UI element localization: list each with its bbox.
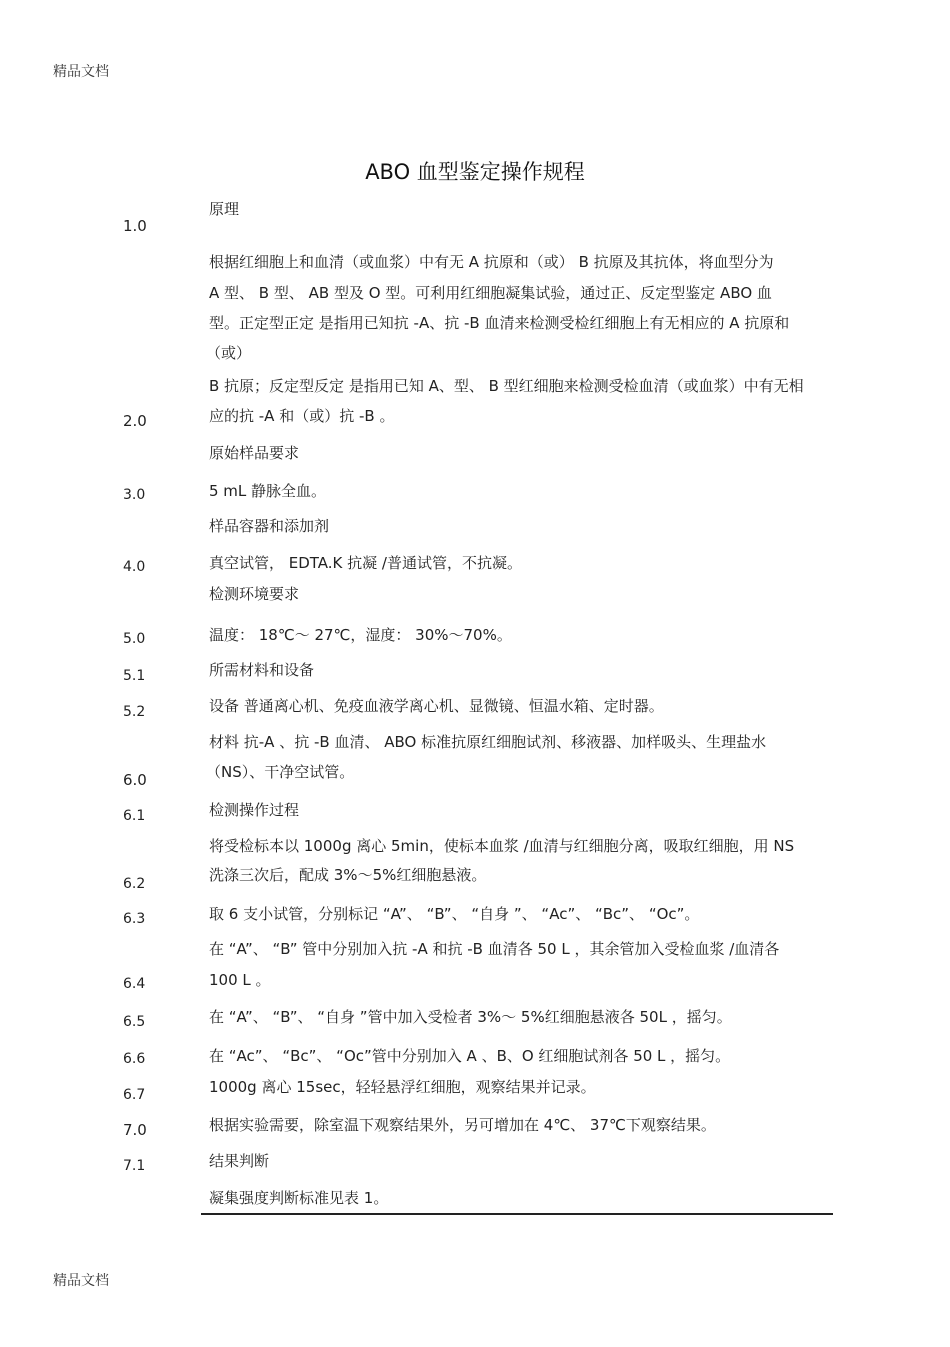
paragraph-line: 应的抗 -A 和（或）抗 -B 。 [209,407,395,425]
paragraph-line: 取 6 支小试管，分别标记 “A”、 “B”、 “自身 ”、 “Ac”、 “Bc”、 “Oc”。 [209,905,700,923]
horizontal-rule [201,1213,833,1215]
paragraph-line: 5 mL 静脉全血。 [209,482,327,500]
section-number: 2.0 [123,412,147,430]
section-heading-procedure: 检测操作过程 [209,801,300,819]
section-number: 6.4 [123,976,146,992]
section-number: 5.0 [123,631,146,647]
paragraph-line: 1000g 离心 15sec，轻轻悬浮红细胞，观察结果并记录。 [209,1078,596,1096]
paragraph-line: 凝集强度判断标准见表 1。 [209,1189,389,1207]
paragraph-line: 型。正定型正定 是指用已知抗 -A、抗 -B 血清来检测受检红细胞上有无相应的 A 抗原和 [209,314,790,332]
section-number: 5.1 [123,668,146,684]
section-number: 7.0 [123,1121,147,1139]
paragraph-line: 将受检标本以 1000g 离心 5min，使标本血浆 /血清与红细胞分离，吸取红细胞，用 NS [209,837,795,855]
paragraph-line: 根据实验需要，除室温下观察结果外，另可增加在 4℃、 37℃下观察结果。 [209,1116,716,1134]
paragraph-line: 在 “A”、 “B”、 “自身 ”管中加入受检者 3%～ 5%红细胞悬液各 50L ，摇匀。 [209,1008,732,1026]
paragraph-line: 温度： 18℃～ 27℃，湿度： 30%～70%。 [209,626,512,644]
section-number: 3.0 [123,487,146,503]
section-number: 5.2 [123,704,146,720]
paragraph-line: （或） [206,344,252,362]
section-number: 6.7 [123,1087,146,1103]
section-heading-materials: 所需材料和设备 [209,661,315,679]
paragraph-line: 在 “A”、 “B” 管中分别加入抗 -A 和抗 -B 血清各 50 L ，其余管加入受检血浆 /血清各 [209,940,780,958]
paragraph-line: 100 L 。 [209,971,271,989]
paragraph-line: A 型、 B 型、 AB 型及 O 型。可利用红细胞凝集试验，通过正、反定型鉴定 ABO 血 [209,284,772,302]
paragraph-line: 真空试管， EDTA.K 抗凝 /普通试管，不抗凝。 [209,554,522,572]
section-number: 6.3 [123,911,146,927]
section-number: 4.0 [123,559,146,575]
paragraph-line: 洗涤三次后，配成 3%～5%红细胞悬液。 [209,866,487,884]
section-number: 1.0 [123,217,147,235]
paragraph-line: B 抗原；反定型反定 是指用已知 A、型、 B 型红细胞来检测受检血清（或血浆）中有无相 [209,377,804,395]
document-title: ABO 血型鉴定操作规程 [365,160,585,184]
section-number: 7.1 [123,1158,146,1174]
paragraph-line: 材料 抗-A 、抗 -B 血清、 ABO 标准抗原红细胞试剂、移液器、加样吸头、生理盐水 [209,733,767,751]
section-number: 6.1 [123,808,146,824]
paragraph-line: 根据红细胞上和血清（或血浆）中有无 A 抗原和（或） B 抗原及其抗体，将血型分为 [209,253,774,271]
section-heading-container: 样品容器和添加剂 [209,517,330,535]
section-heading-result: 结果判断 [209,1152,270,1170]
section-number: 6.5 [123,1014,146,1030]
section-heading-sample: 原始样品要求 [209,444,300,462]
page-footer-label: 精品文档 [53,1273,109,1289]
paragraph-line: 设备 普通离心机、免疫血液学离心机、显微镜、恒温水箱、定时器。 [209,697,664,715]
section-number: 6.6 [123,1051,146,1067]
section-heading-principle: 原理 [209,200,240,218]
section-heading-environment: 检测环境要求 [209,585,300,603]
page-header-label: 精品文档 [53,64,109,80]
paragraph-line: 在 “Ac”、 “Bc”、 “Oc”管中分别加入 A 、B、O 红细胞试剂各 50 L ，摇匀。 [209,1047,731,1065]
paragraph-line: （NS）、干净空试管。 [206,763,355,781]
section-number: 6.0 [123,771,147,789]
section-number: 6.2 [123,876,146,892]
